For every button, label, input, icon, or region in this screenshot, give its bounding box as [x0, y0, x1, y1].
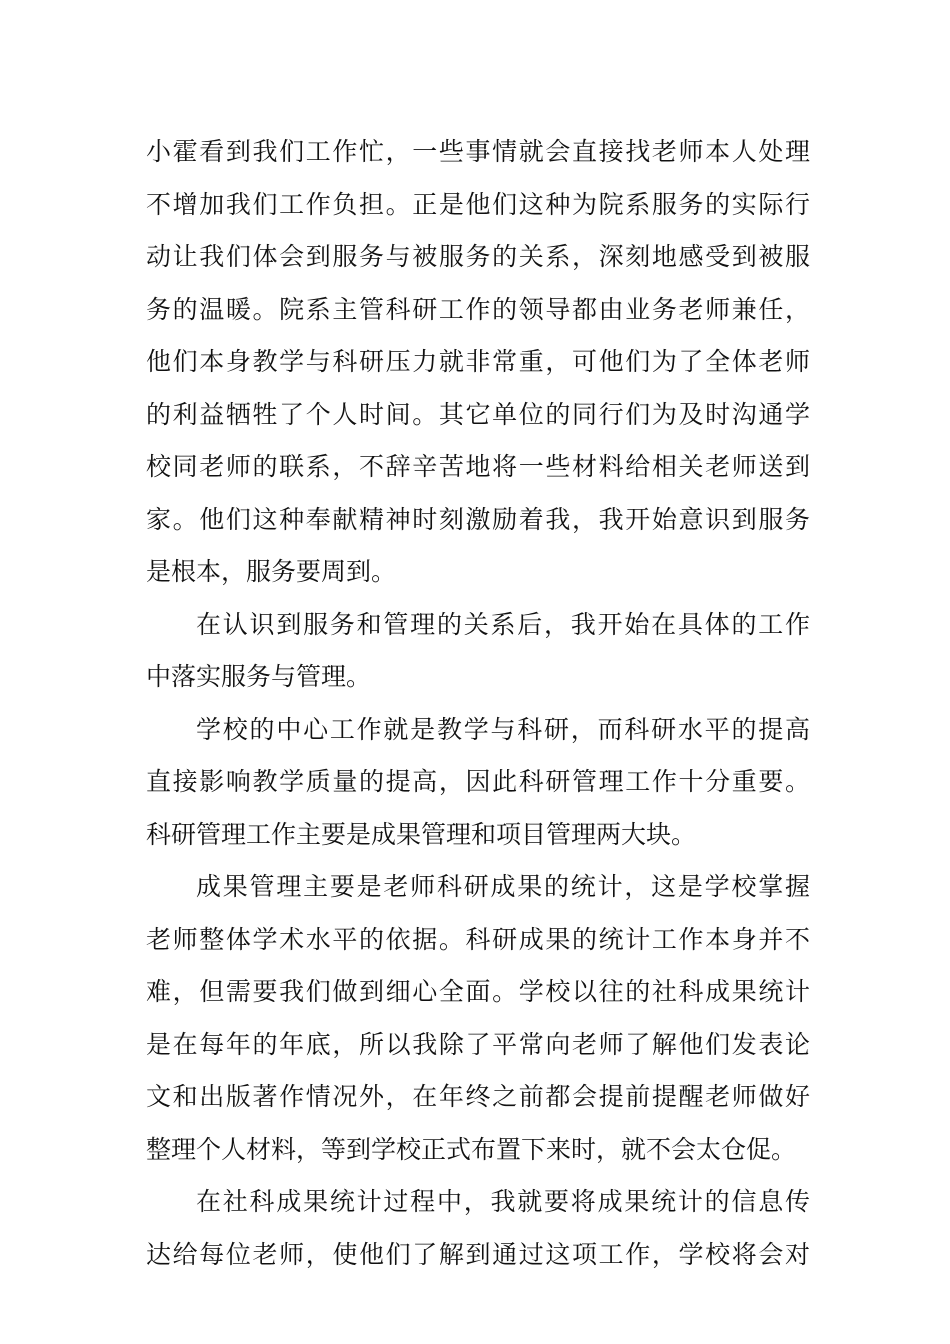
text-line: 文和出版著作情况外，在年终之前都会提前提醒老师做好 [146, 1082, 810, 1111]
paragraph-4 [146, 861, 810, 1176]
text-line: 在认识到服务和管理的关系后，我开始在具体的工作 [196, 609, 810, 639]
text-line: 难，但需要我们做到细心全面。学校以往的社科成果统计 [146, 977, 810, 1006]
document-body [146, 126, 810, 1281]
text-line: 不增加我们工作负担。正是他们这种为院系服务的实际行 [146, 189, 810, 219]
paragraph-2 [146, 599, 810, 704]
paragraph-3 [146, 704, 810, 862]
text-line: 科研管理工作主要是成果管理和项目管理两大块。 [146, 819, 697, 849]
text-line: 务的温暖。院系主管科研工作的领导都由业务老师兼任， [146, 294, 810, 324]
text-line: 小霍看到我们工作忙，一些事情就会直接找老师本人处理 [146, 137, 810, 166]
paragraph-5 [146, 1176, 810, 1281]
text-line: 的利益牺牲了个人时间。其它单位的同行们为及时沟通学 [146, 399, 810, 429]
text-line: 家。他们这种奉献精神时刻激励着我，我开始意识到服务 [146, 504, 810, 534]
text-line: 在社科成果统计过程中，我就要将成果统计的信息传 [196, 1187, 810, 1216]
text-line: 达给每位老师，使他们了解到通过这项工作，学校将会对 [146, 1239, 810, 1269]
paragraph-1 [146, 126, 810, 599]
text-line: 他们本身教学与科研压力就非常重，可他们为了全体老师 [146, 347, 810, 376]
text-line: 老师整体学术水平的依据。科研成果的统计工作本身并不 [146, 924, 810, 954]
text-line: 成果管理主要是老师科研成果的统计，这是学校掌握 [196, 872, 810, 901]
text-line: 学校的中心工作就是教学与科研，而科研水平的提高 [196, 714, 810, 744]
text-line: 是在每年的年底，所以我除了平常向老师了解他们发表论 [146, 1029, 810, 1059]
text-line: 直接影响教学质量的提高，因此科研管理工作十分重要。 [146, 767, 810, 796]
text-line: 整理个人材料，等到学校正式布置下来时，就不会太仓促。 [146, 1134, 797, 1164]
text-line: 动让我们体会到服务与被服务的关系，深刻地感受到被服 [146, 242, 810, 271]
text-line: 校同老师的联系，不辞辛苦地将一些材料给相关老师送到 [146, 452, 810, 481]
text-line: 中落实服务与管理。 [146, 662, 372, 691]
text-line: 是根本，服务要周到。 [146, 557, 397, 586]
